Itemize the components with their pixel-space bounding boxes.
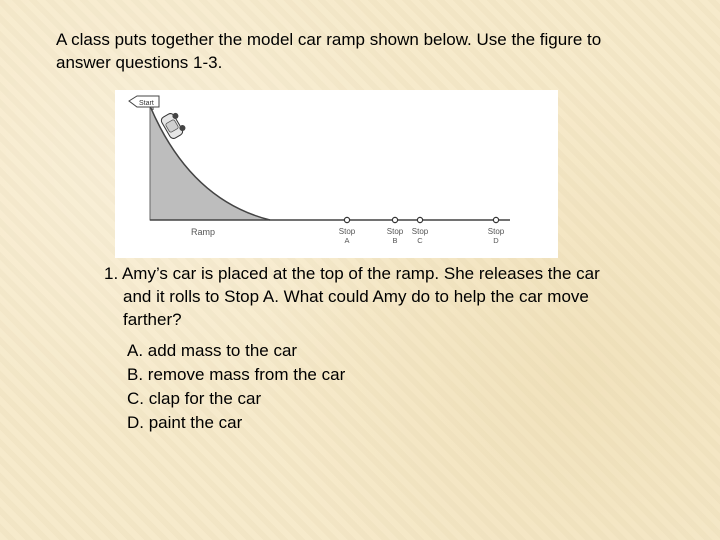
answer-choices: [127, 339, 624, 435]
stop-c-marker: [412, 217, 429, 245]
choice-a: A. add mass to the car: [127, 341, 298, 360]
choice-b: B. remove mass from the car: [127, 365, 346, 384]
stop-b-letter: B: [392, 236, 398, 245]
stop-b-word: Stop: [386, 227, 404, 236]
stop-d-word: Stop: [487, 227, 505, 236]
choice-c: C. clap for the car: [127, 389, 262, 408]
ramp-diagram: [115, 90, 558, 258]
stop-b-marker: [387, 217, 404, 245]
stop-c-word: Stop: [411, 227, 429, 236]
start-label: Start: [139, 100, 154, 107]
question-1: [104, 262, 624, 435]
stop-a-word: Stop: [338, 227, 356, 236]
choice-d: D. paint the car: [127, 413, 243, 432]
intro-text: A class puts together the model car ramp shown below. Use the figure to answer questions 1-3.: [56, 30, 602, 72]
stop-d-marker: [488, 217, 505, 245]
stop-a-marker: [339, 217, 356, 245]
ramp-figure: [115, 90, 558, 258]
stop-a-letter: A: [344, 236, 350, 245]
question-stem: 1. Amy’s car is placed at the top of the ramp. She releases the car and it rolls to Stop A. What could Amy do to help the car move farther?: [104, 264, 600, 329]
stop-c-letter: C: [417, 236, 423, 245]
ramp-label: Ramp: [191, 227, 216, 237]
stop-d-letter: D: [493, 236, 499, 245]
